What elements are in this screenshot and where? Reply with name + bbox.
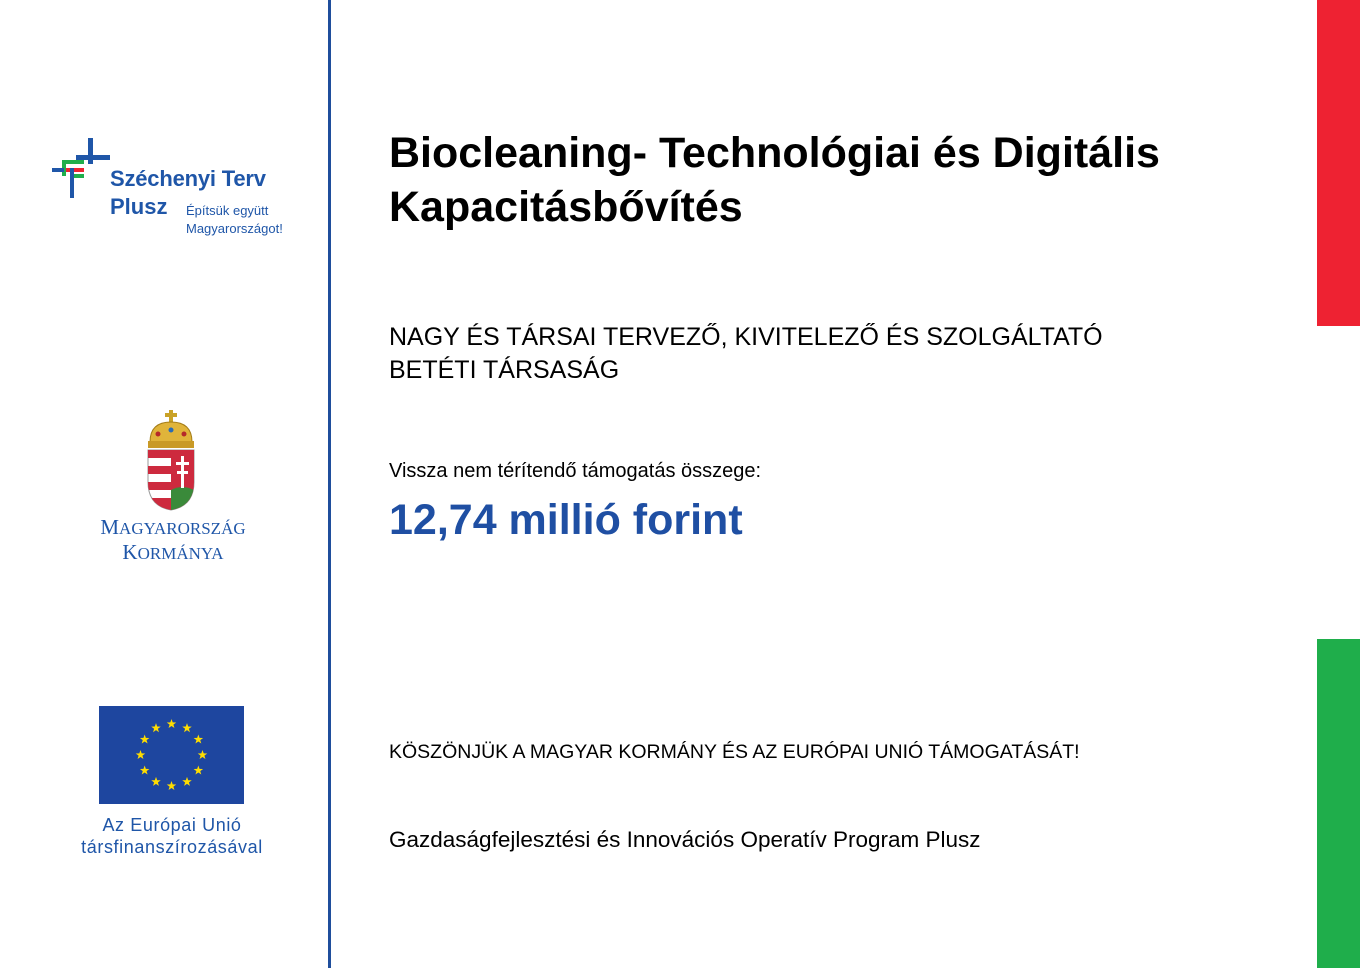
tagline-line-1: Építsük együtt xyxy=(186,203,269,218)
szechenyi-plusz: Plusz xyxy=(110,194,168,219)
szechenyi-terv-logo xyxy=(52,138,302,238)
government-name xyxy=(70,516,276,566)
eu-text-line-2: társfinanszírozásával xyxy=(81,837,263,857)
vertical-divider xyxy=(328,0,331,968)
eu-flag-icon xyxy=(99,706,244,804)
beneficiary-company xyxy=(389,321,1289,387)
project-title-line-2: Kapacitásbővítés xyxy=(389,183,743,231)
szechenyi-tagline xyxy=(186,202,283,238)
szechenyi-cross-icon xyxy=(52,138,112,198)
eu-cofinancing-text xyxy=(50,814,294,858)
tagline-line-2: Magyarországot! xyxy=(186,221,283,236)
flag-stripe-red xyxy=(1317,0,1360,326)
eu-text-line-1: Az Európai Unió xyxy=(102,815,242,835)
hungarian-coat-of-arms-icon xyxy=(144,410,198,512)
szechenyi-title: Széchenyi Terv xyxy=(110,166,266,191)
project-title xyxy=(389,126,1289,234)
grant-amount-value: 12,74 millió forint xyxy=(389,496,743,544)
company-line-1: NAGY ÉS TÁRSAI TERVEZŐ, KIVITELEZŐ ÉS SZOLGÁLTATÓ xyxy=(389,323,1103,351)
government-name-line-2: KORMÁNYA xyxy=(122,540,224,564)
flag-stripe-green xyxy=(1317,639,1360,968)
government-name-line-1: MAGYARORSZÁG xyxy=(100,515,246,539)
company-line-2: BETÉTI TÁRSASÁG xyxy=(389,356,620,384)
grant-amount-label: Vissza nem térítendő támogatás összege: xyxy=(389,460,762,482)
program-name: Gazdaságfejlesztési és Innovációs Operatív Program Plusz xyxy=(389,827,981,852)
project-title-line-1: Biocleaning- Technológiai és Digitális xyxy=(389,129,1160,177)
thanks-text: KÖSZÖNJÜK A MAGYAR KORMÁNY ÉS AZ EURÓPAI UNIÓ TÁMOGATÁSÁT! xyxy=(389,741,1080,763)
